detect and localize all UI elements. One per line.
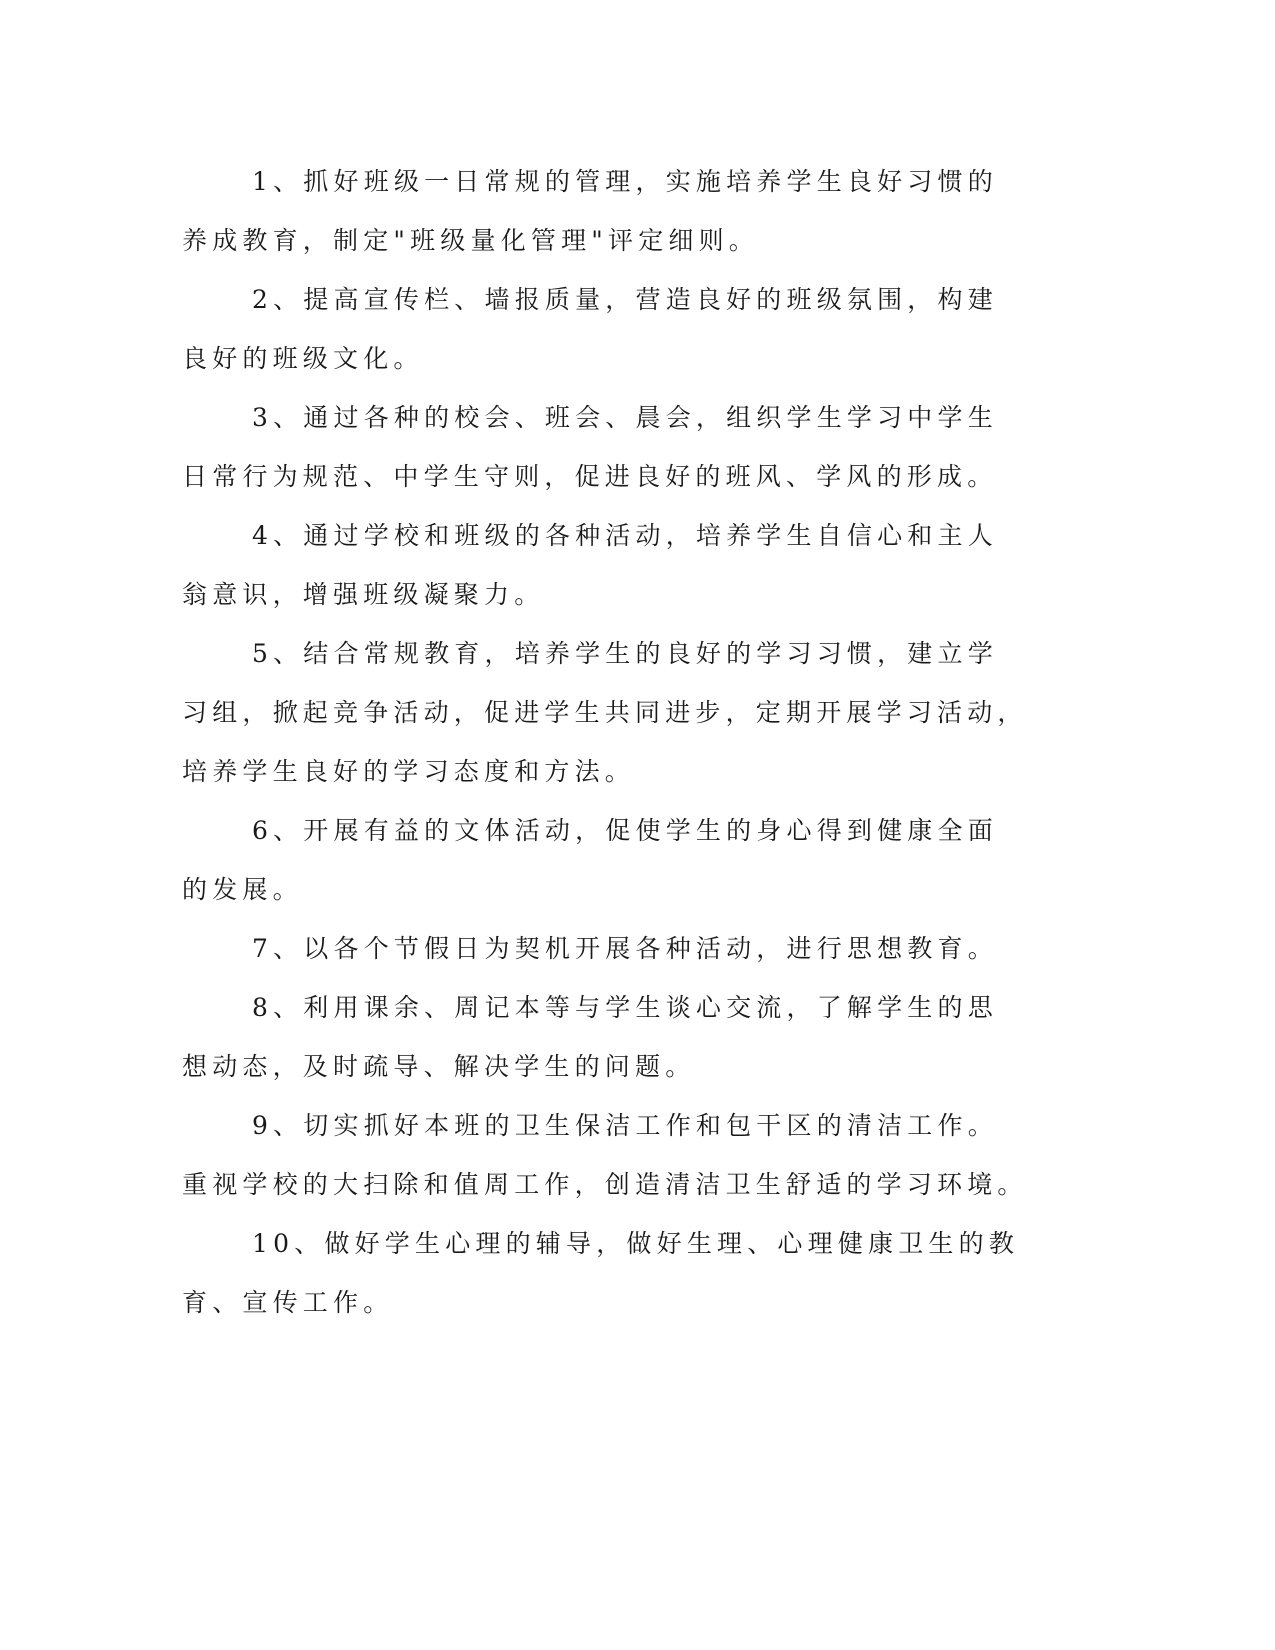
paragraph-7: 7、以各个节假日为契机开展各种活动，进行思想教育。 xyxy=(252,934,998,963)
paragraph-5: 5、结合常规教育，培养学生的良好的学习习惯，建立学习组，掀起竞争活动，促进学生共同进步，定期开展学习活动，培养学生良好的学习态度和方法。 xyxy=(182,639,1028,786)
paragraph-9: 9、切实抓好本班的卫生保洁工作和包干区的清洁工作。重视学校的大扫除和值周工作，创造清洁卫生舒适的学习环境。 xyxy=(182,1111,1028,1199)
paragraph-2: 2、提高宣传栏、墙报质量，营造良好的班级氛围，构建良好的班级文化。 xyxy=(182,285,998,373)
paragraph-8: 8、利用课余、周记本等与学生谈心交流，了解学生的思想动态，及时疏导、解决学生的问题。 xyxy=(182,993,998,1081)
paragraph-4: 4、通过学校和班级的各种活动，培养学生自信心和主人翁意识，增强班级凝聚力。 xyxy=(182,521,998,609)
document-body xyxy=(182,152,1028,1332)
paragraph-10: 10、做好学生心理的辅导，做好生理、心理健康卫生的教育、宣传工作。 xyxy=(182,1229,1020,1317)
paragraph-1: 1、抓好班级一日常规的管理，实施培养学生良好习惯的养成教育，制定"班级量化管理"评定细则。 xyxy=(182,167,998,255)
paragraph-6: 6、开展有益的文体活动，促使学生的身心得到健康全面的发展。 xyxy=(182,816,998,904)
paragraph-3: 3、通过各种的校会、班会、晨会，组织学生学习中学生日常行为规范、中学生守则，促进良好的班风、学风的形成。 xyxy=(182,403,998,491)
